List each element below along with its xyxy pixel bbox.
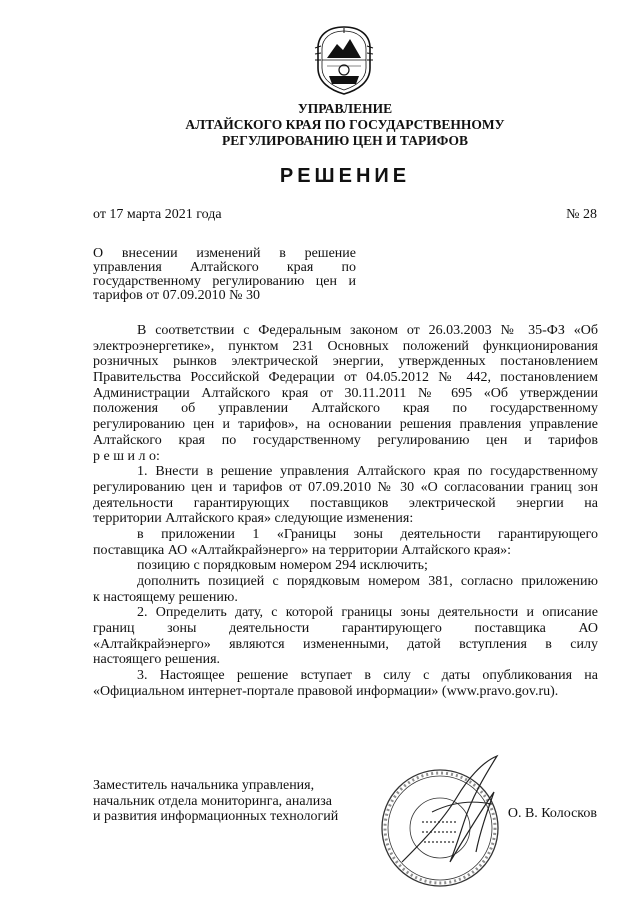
body-line: настоящего решения. — [93, 652, 221, 668]
body-line: границ зоны деятельности гарантирующего поставщика АО — [93, 621, 598, 637]
body-line: положения об управлении Алтайского края по государственному — [93, 401, 598, 417]
document-subject — [93, 247, 356, 303]
body-line: регулированию цен и тарифов», на основании решения правления управление — [93, 417, 598, 433]
subject-line: государственному регулированию цен и — [93, 274, 356, 289]
body-line: 1. Внести в решение управления Алтайского края по государственному — [137, 464, 598, 480]
body-line: Алтайского края по государственному регулированию цен и тарифов — [93, 432, 598, 448]
body-line: В соответствии с Федеральным законом от 26.03.2003 № 35-ФЗ «Об — [137, 323, 598, 338]
document-date: от 17 марта 2021 года — [93, 207, 222, 222]
body-line: электроэнергетике», пунктом 231 Основных положений функционирования — [93, 338, 598, 354]
header-line-2: АЛТАЙСКОГО КРАЯ ПО ГОСУДАРСТВЕННОМУ — [185, 117, 505, 132]
body-line: 3. Настоящее решение вступает в силу с даты опубликования на — [137, 668, 598, 684]
body-line: Правительства Российской Федерации от 04.05.2012 № 442, постановлением — [93, 370, 598, 386]
subject-line: управления Алтайского края по — [93, 260, 356, 275]
body-line: в приложении 1 «Границы зоны деятельности гарантирующего — [137, 526, 598, 542]
coat-of-arms-emblem — [313, 24, 375, 96]
document-body — [93, 323, 598, 700]
signatory-name: О. В. Колосков — [507, 806, 597, 821]
signatory-line-1: Заместитель начальника управления, — [93, 778, 315, 793]
body-line: регулированию цен и тарифов от 07.09.2010 № 30 «О согласовании границ зон — [93, 479, 598, 495]
body-line: дополнить позицией с порядковым номером 381, согласно приложению — [137, 574, 598, 589]
body-line: Администрации Алтайского края от 30.11.2011 № 695 «Об утверждении — [93, 385, 598, 401]
body-line: поставщика АО «Алтайкрайэнерго» на территории Алтайского края»: — [93, 542, 512, 558]
body-line: «Официальном интернет-портале правовой информации» (www.pravo.gov.ru). — [93, 683, 559, 699]
body-line: р е ш и л о: — [93, 448, 160, 464]
official-seal-stamp — [372, 752, 512, 892]
signatory-position — [93, 778, 373, 825]
signatory-line-2: начальник отдела мониторинга, анализа — [93, 793, 332, 809]
header-line-3: РЕГУЛИРОВАНИЮ ЦЕН И ТАРИФОВ — [221, 133, 469, 148]
body-line: территории Алтайского края» следующие изменения: — [93, 511, 414, 527]
subject-line: О внесении изменений в решение — [93, 246, 356, 261]
issuer-header — [150, 101, 540, 149]
body-line: «Алтайкрайэнерго» являются измененными, датой вступления в силу — [93, 636, 598, 652]
body-line: позицию с порядковым номером 294 исключить; — [137, 558, 428, 574]
document-title: РЕШЕНИЕ — [279, 165, 411, 187]
body-line: к настоящему решению. — [93, 589, 238, 605]
body-line: 2. Определить дату, с которой границы зоны деятельности и описание — [137, 605, 598, 621]
body-line: розничных рынков электрической энергии, утвержденных постановлением — [93, 354, 598, 370]
signatory-line-3: и развития информационных технологий — [93, 809, 339, 825]
body-line: деятельности гарантирующих поставщиков электрической энергии на — [93, 495, 598, 511]
subject-line: тарифов от 07.09.2010 № 30 — [93, 288, 260, 303]
document-number: № 28 — [566, 207, 597, 222]
header-line-1: УПРАВЛЕНИЕ — [297, 101, 393, 116]
